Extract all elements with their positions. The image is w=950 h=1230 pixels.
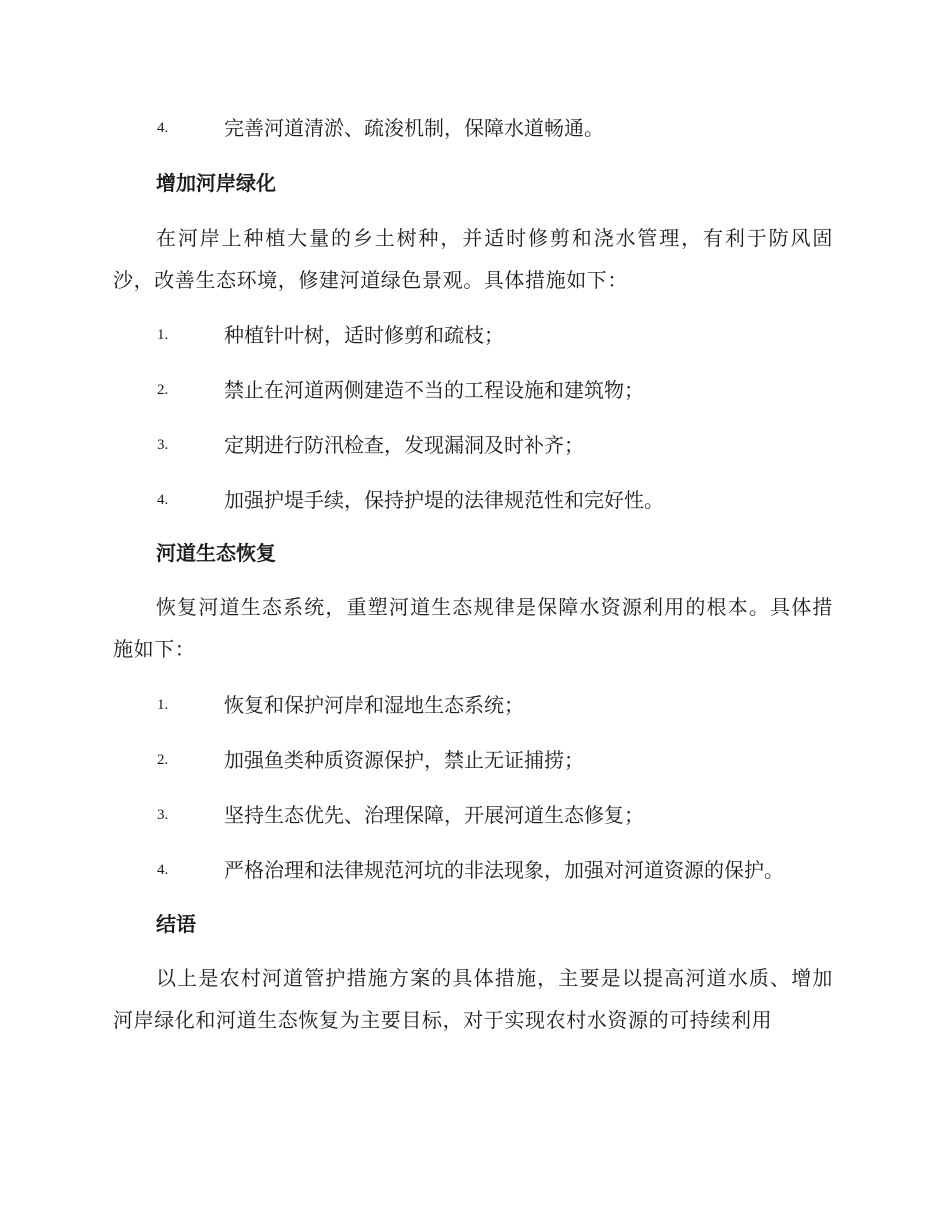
- list-item-text: 坚持生态优先、治理保障，开展河道生态修复；: [224, 803, 644, 827]
- list-item-number: 2.: [157, 752, 169, 768]
- list-item: [0, 800, 950, 830]
- list-item: [0, 690, 950, 720]
- list-item: [0, 430, 950, 460]
- list-item: [0, 745, 950, 775]
- list-item-text: 定期进行防汛检查，发现漏洞及时补齐；: [224, 433, 584, 457]
- list-item-text: 加强鱼类种质资源保护，禁止无证捕捞；: [224, 748, 584, 772]
- list-item-number: 4.: [157, 120, 169, 136]
- section-heading-conclusion: 结语: [156, 912, 196, 936]
- list-item-number: 1.: [157, 697, 169, 713]
- list-item-number: 3.: [157, 807, 169, 823]
- section-paragraph-ecological-restoration: 恢复河道生态系统，重塑河道生态规律是保障水资源利用的根本。具体措施如下：: [113, 595, 833, 661]
- list-item-text: 加强护堤手续，保持护堤的法律规范性和完好性。: [224, 488, 664, 512]
- list-item-text: 恢复和保护河岸和湿地生态系统；: [224, 693, 524, 717]
- list-item: [0, 375, 950, 405]
- list-item-number: 2.: [157, 382, 169, 398]
- list-item-number: 4.: [157, 492, 169, 508]
- list-item: [0, 113, 950, 143]
- list-item: [0, 485, 950, 515]
- list-item-number: 3.: [157, 437, 169, 453]
- list-item-text: 种植针叶树，适时修剪和疏枝；: [224, 323, 504, 347]
- list-item-text: 禁止在河道两侧建造不当的工程设施和建筑物；: [224, 378, 644, 402]
- list-item-text: 严格治理和法律规范河坑的非法现象，加强对河道资源的保护。: [224, 858, 784, 882]
- section-heading-riverbank-greening: 增加河岸绿化: [156, 171, 276, 195]
- list-item: [0, 855, 950, 885]
- list-item-number: 4.: [157, 862, 169, 878]
- section-heading-ecological-restoration: 河道生态恢复: [156, 541, 276, 565]
- list-item-number: 1.: [157, 327, 169, 343]
- list-item-text: 完善河道清淤、疏浚机制，保障水道畅通。: [224, 116, 604, 140]
- list-item: [0, 320, 950, 350]
- section-paragraph-conclusion: 以上是农村河道管护措施方案的具体措施，主要是以提高河道水质、增加河岸绿化和河道生态恢复为主要目标，对于实现农村水资源的可持续利用: [113, 966, 833, 1032]
- section-paragraph-riverbank-greening: 在河岸上种植大量的乡土树种，并适时修剪和浇水管理，有利于防风固沙，改善生态环境，修建河道绿色景观。具体措施如下：: [113, 226, 833, 292]
